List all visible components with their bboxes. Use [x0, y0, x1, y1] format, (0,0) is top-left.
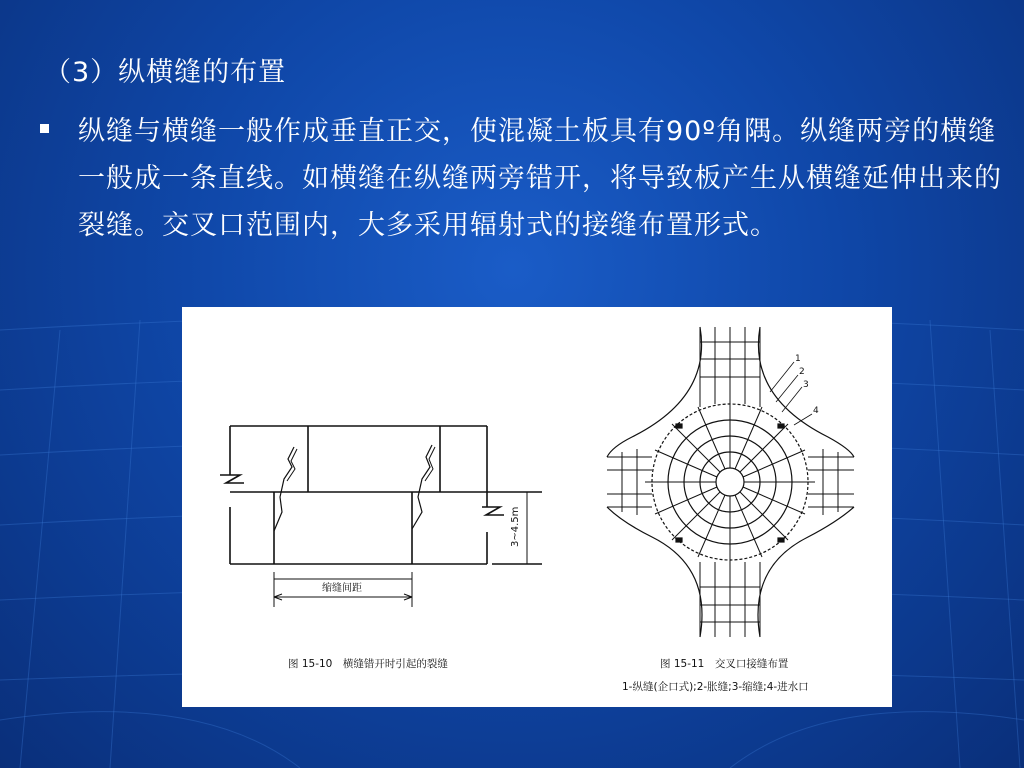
- staggered-joint-diagram: [220, 426, 542, 607]
- joint-spacing-label: 缩缝间距: [322, 583, 362, 594]
- callout-2: 2: [799, 367, 805, 377]
- callout-4: 4: [813, 406, 819, 416]
- intersection-joint-diagram: [607, 327, 854, 637]
- right-figure-legend: 1-纵缝(企口式);2-胀缝;3-缩缝;4-进水口: [622, 681, 809, 693]
- right-figure-caption: 图 15-11 交叉口接缝布置: [660, 658, 789, 670]
- section-heading: （3）纵横缝的布置: [44, 57, 287, 88]
- square-bullet-icon: [40, 124, 49, 133]
- left-figure-caption: 图 15-10 横缝错开时引起的裂缝: [288, 658, 448, 670]
- dimension-label: 3~4.5m: [510, 506, 521, 547]
- figure-panel: [182, 307, 892, 707]
- callout-1: 1: [795, 354, 801, 364]
- bullet-text: 纵缝与横缝一般作成垂直正交，使混凝土板具有90º角隅。纵缝两旁的横缝一般成一条直线。如横缝在纵缝两旁错开，将导致板产生从横缝延伸出来的裂缝。交叉口范围内，大多采用辐射式的接缝布置形式。: [78, 116, 1002, 241]
- bullet-item: [38, 108, 1008, 249]
- callout-3: 3: [803, 380, 809, 390]
- figure-drawing: [182, 307, 892, 707]
